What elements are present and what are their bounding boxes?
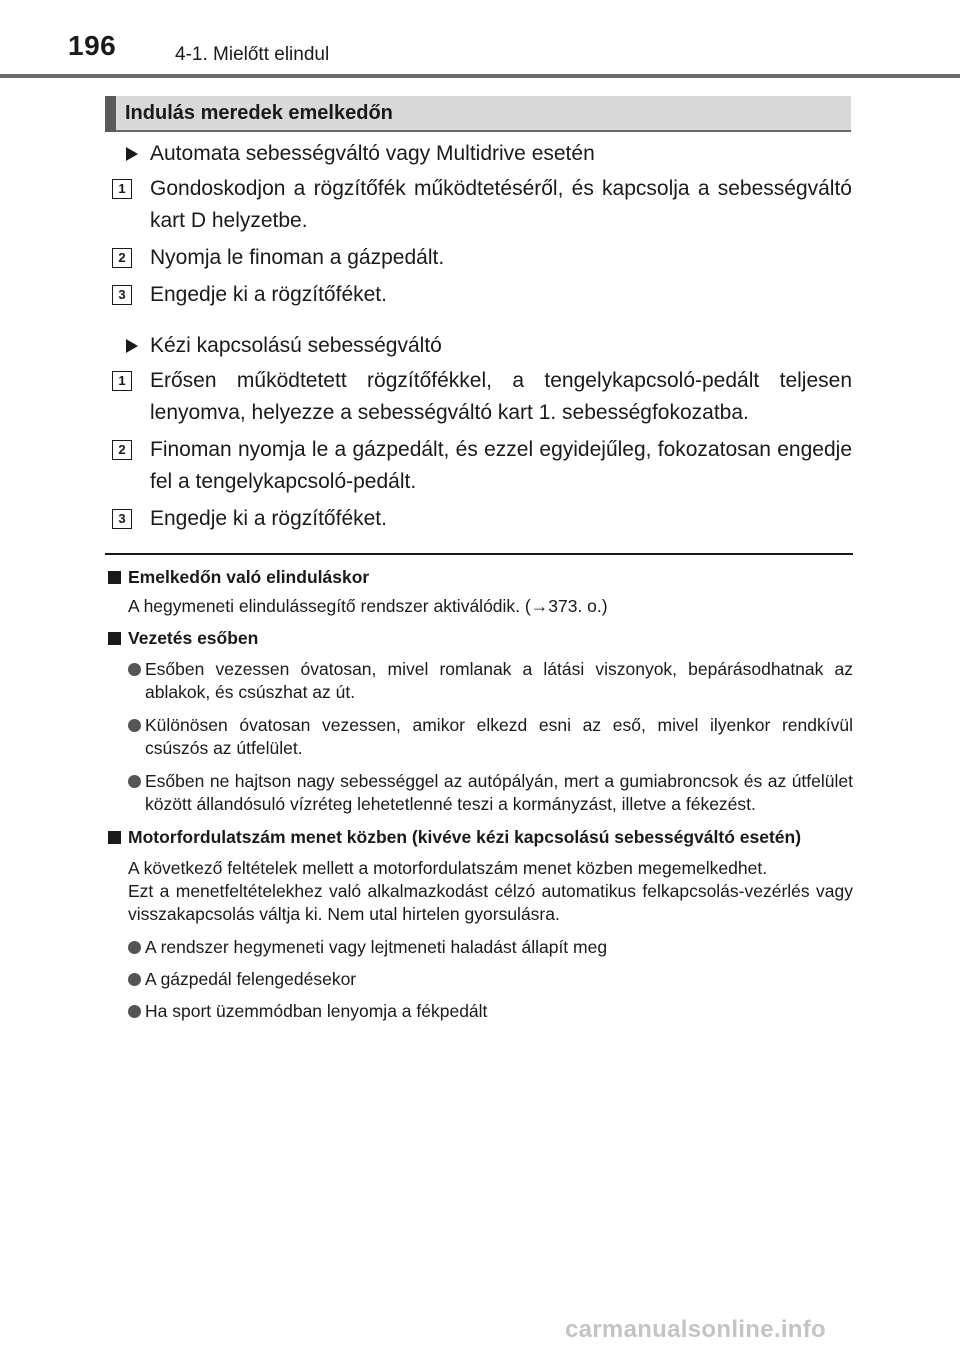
step-number-badge: 1	[112, 179, 132, 199]
square-bullet-icon	[108, 831, 121, 844]
section-title-bar	[105, 96, 851, 132]
rpm-bullet-1: A rendszer hegymeneti vagy lejtmeneti haladást állapít meg	[108, 936, 853, 959]
auto-step-3	[112, 279, 852, 311]
step-text: Gondoskodjon a rögzítőfék működtetéséről, és kapcsolja a sebességváltó kart D helyzetbe.	[150, 177, 852, 232]
manual-heading: Kézi kapcsolású sebességváltó	[112, 330, 852, 362]
manual-step-2	[112, 434, 852, 498]
round-bullet-icon	[128, 973, 141, 986]
note-hill-title: Emelkedőn való elinduláskor	[108, 566, 853, 589]
square-bullet-icon	[108, 571, 121, 584]
note-rpm-title: Motorfordulatszám menet közben (kivéve kézi kapcsolású sebességváltó esetén)	[108, 826, 853, 849]
triangle-icon	[126, 147, 138, 161]
round-bullet-icon	[128, 775, 141, 788]
notes-divider	[105, 553, 853, 555]
auto-step-2	[112, 242, 852, 274]
rpm-bullet-2: A gázpedál felengedésekor	[108, 968, 853, 991]
manual-step-3	[112, 503, 852, 535]
rain-bullet-1: Esőben vezessen óvatosan, mivel romlanak a látási viszonyok, bepárásodhatnak az ablakok, és csúszhat az út.	[108, 658, 853, 704]
chapter-title: 4-1. Mielőtt elindul	[175, 44, 330, 65]
step-text: Erősen működtetett rögzítőfékkel, a tengelykapcsoló-pedált teljesen lenyomva, helyezze a sebességváltó kart 1. sebességfokozatba.	[150, 369, 852, 424]
automatic-heading: Automata sebességváltó vagy Multidrive esetén	[112, 138, 852, 170]
square-bullet-icon	[108, 632, 121, 645]
page-header	[0, 0, 960, 80]
step-number-badge: 2	[112, 248, 132, 268]
triangle-icon	[126, 339, 138, 353]
step-text: Engedje ki a rögzítőféket.	[150, 507, 387, 530]
round-bullet-icon	[128, 1005, 141, 1018]
step-text: Engedje ki a rögzítőféket.	[150, 283, 387, 306]
section-accent	[105, 96, 116, 132]
step-text: Finoman nyomja le a gázpedált, és ezzel egyidejűleg, fokozatosan engedje fel a tengelykapcsoló-pedált.	[150, 438, 852, 493]
page-number: 196	[68, 30, 117, 61]
header-rule	[0, 74, 960, 78]
auto-step-1	[112, 173, 852, 237]
round-bullet-icon	[128, 663, 141, 676]
step-number-badge: 2	[112, 440, 132, 460]
round-bullet-icon	[128, 719, 141, 732]
watermark: carmanualsonline.info	[565, 1316, 827, 1343]
main-content	[112, 138, 852, 535]
rpm-bullet-3: Ha sport üzemmódban lenyomja a fékpedált	[108, 1000, 853, 1023]
note-rpm-body-2: Ezt a menetfeltételekhez való alkalmazkodást célzó automatikus felkapcsolás-vezérlés vagy visszakapcsolás váltja ki. Nem utal hirtelen gyorsulásra.	[128, 881, 853, 924]
rain-bullet-2: Különösen óvatosan vezessen, amikor elkezd esni az eső, mivel ilyenkor rendkívül csúszós az útfelület.	[108, 714, 853, 760]
round-bullet-icon	[128, 941, 141, 954]
note-rpm-body-1: A következő feltételek mellett a motorfordulatszám menet közben megemelkedhet.	[128, 858, 768, 878]
rain-bullet-3: Esőben ne hajtson nagy sebességgel az autópályán, mert a gumiabroncsok és az útfelület között állandósuló vízréteg lehetetlenné teszi a kormányzást, illetve a fékezést.	[108, 770, 853, 816]
note-rain-title: Vezetés esőben	[108, 627, 853, 650]
notes-section	[108, 566, 853, 1023]
step-text: Nyomja le finoman a gázpedált.	[150, 246, 445, 269]
section-title: Indulás meredek emelkedőn	[125, 102, 393, 124]
manual-step-1	[112, 365, 852, 429]
step-number-badge: 3	[112, 285, 132, 305]
note-hill-body: A hegymeneti elindulássegítő rendszer aktiválódik. (→373. o.)	[128, 596, 608, 616]
step-number-badge: 3	[112, 509, 132, 529]
step-number-badge: 1	[112, 371, 132, 391]
